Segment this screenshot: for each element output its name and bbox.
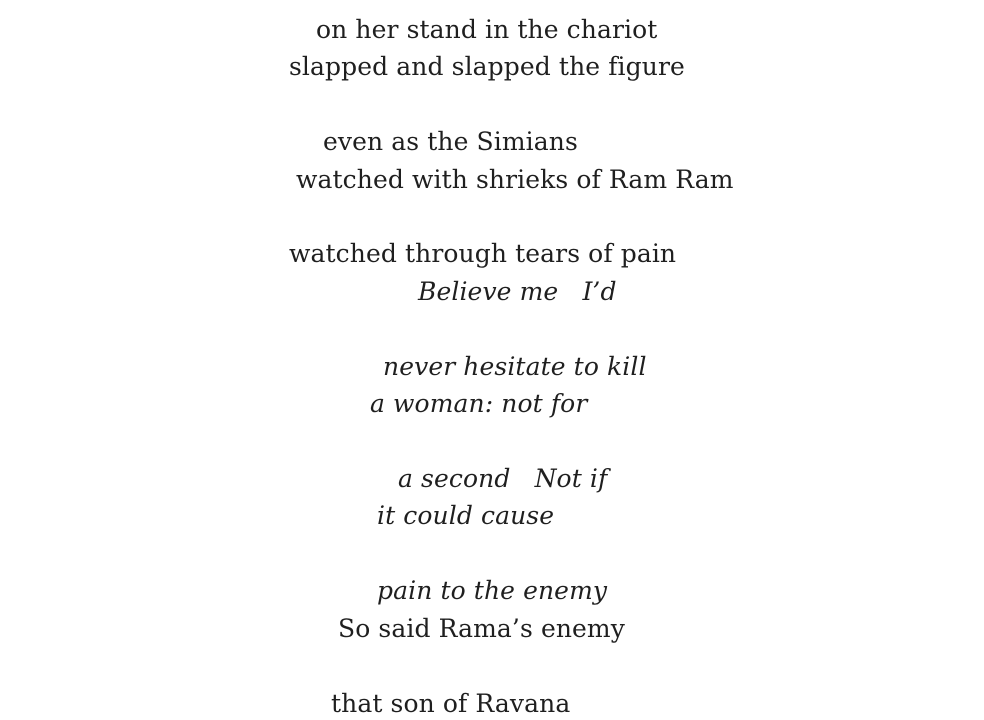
poem-line: watched through tears of pain — [289, 239, 677, 268]
poem-line: that son of Ravana — [331, 689, 571, 718]
poem-line: on her stand in the chariot — [316, 15, 658, 44]
poem-line-italic: pain to the enemy — [377, 576, 608, 605]
poem-line-italic: a second Not if — [398, 464, 608, 493]
poem-line: slapped and slapped the figure — [289, 52, 685, 81]
poem-line-italic: it could cause — [377, 501, 555, 530]
poem-line: So said Rama’s enemy — [338, 614, 625, 643]
poem-line-italic: a woman: not for — [370, 389, 588, 418]
poem-line-italic: never hesitate to kill — [383, 352, 647, 381]
poem-line-italic: Believe me I’d — [418, 277, 617, 306]
poem-line: even as the Simians — [323, 127, 578, 156]
poem-line: watched with shrieks of Ram Ram — [296, 165, 734, 194]
